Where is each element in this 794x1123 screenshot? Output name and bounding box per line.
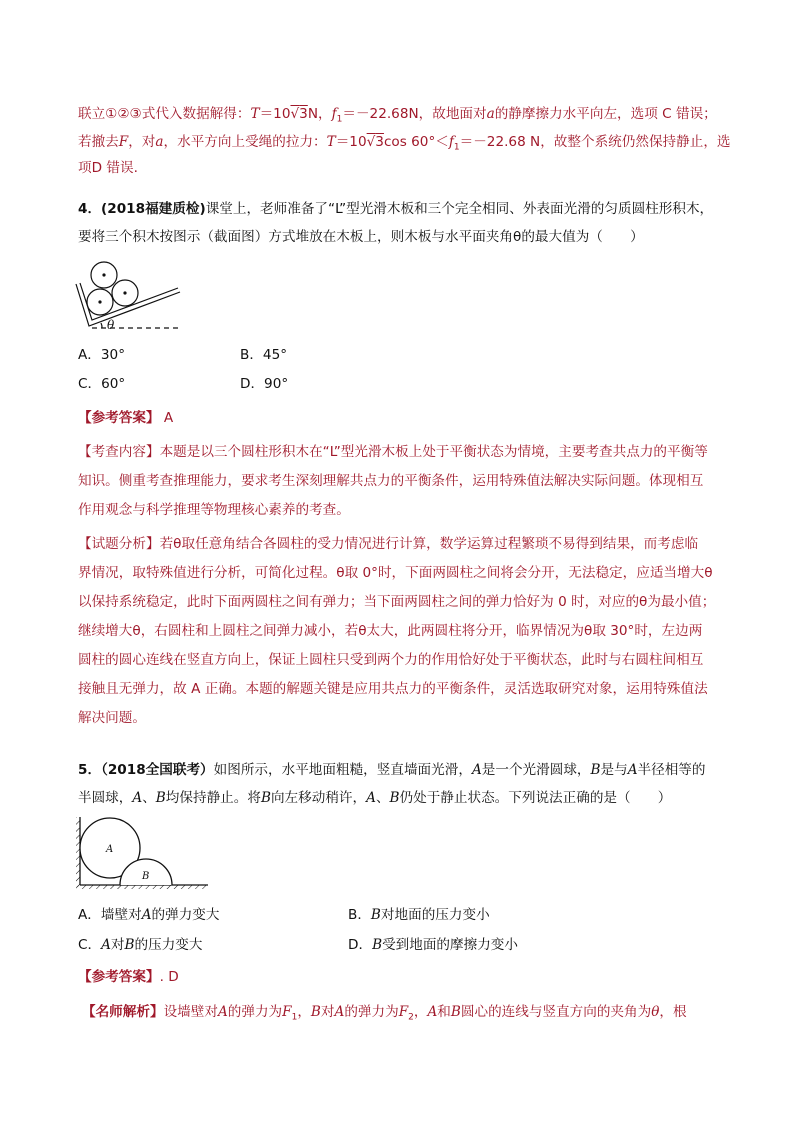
- label-a: A: [106, 844, 114, 855]
- top-cylinder-center: [102, 273, 105, 276]
- q4-kaocha-line-3: 作用观念与科学推理等物理核心素养的考查。: [78, 502, 350, 518]
- right-cylinder-center: [123, 291, 126, 294]
- q5-option-c[interactable]: C．A对B的压力变大: [78, 937, 203, 953]
- q4-fenxi-line-6: 接触且无弹力，故 A 正确。本题的解题关键是应用共点力的平衡条件，灵活选取研究对象，运用特殊值法: [78, 681, 708, 697]
- q4-fenxi-line-5: 圆柱的圆心连线在竖直方向上，保证上圆柱只受到两个力的作用恰好处于平衡状态，此时与右圆柱间相互: [78, 652, 704, 668]
- q4-stem-line-1: 4．(2018福建质检)课堂上，老师准备了“L”型光滑木板和三个完全相同、外表面光滑的匀质圆柱形积木，: [78, 201, 714, 217]
- q5-answer: 【参考答案】. D: [78, 969, 179, 985]
- q5-stem-line-1: 5．（2018全国联考）如图所示，水平地面粗糙，竖直墙面光滑，A是一个光滑圆球，B是与A半径相等的: [78, 762, 706, 778]
- q4-answer: 【参考答案】 A: [78, 410, 174, 426]
- sqrt-symbol: √3: [290, 106, 308, 122]
- q4-figure: [76, 256, 196, 338]
- q4-option-d[interactable]: D．90°: [240, 376, 289, 392]
- q5-jiexi-line-1: 【名师解析】设墙壁对A的弹力为$F_1$，B对A的弹力为$F_2$，A和B圆心的连线与竖直方向的夹角为θ，根: [82, 1004, 687, 1023]
- q4-fenxi-line-1: 【试题分析】若θ取任意角结合各圆柱的受力情况进行计算，数学运算过程繁琐不易得到结果，而考虑临: [78, 536, 699, 552]
- q5-option-d[interactable]: D．B受到地面的摩擦力变小: [348, 937, 518, 953]
- left-cylinder-center: [98, 300, 101, 303]
- q4-fenxi-line-4: 继续增大θ，右圆柱和上圆柱之间弹力减小，若θ太大，此两圆柱将分开，临界情况为θ取 30°时，左边两: [78, 623, 703, 639]
- label-b: B: [142, 871, 150, 882]
- q5-stem-line-2: 半圆球，A、B均保持静止。将B向左移动稍许，A、B仍处于静止状态。下列说法正确的是（ ）: [78, 790, 672, 806]
- q4-option-a[interactable]: A．30°: [78, 347, 125, 363]
- solution-line-1: 联立①②③式代入数据解得：T＝10√3N，$f_1=-22.68N$，故地面对a的静摩擦力水平向左，选项 C 错误；: [78, 106, 717, 125]
- q5-option-b[interactable]: B．B对地面的压力变小: [348, 907, 490, 923]
- solution-line-3: 项D 错误.: [78, 160, 138, 176]
- q4-fenxi-line-2: 界情况，取特殊值进行分析，可简化过程。θ取 0°时，下面两圆柱之间将会分开，无法稳定，应适当增大θ: [78, 565, 713, 581]
- q4-fenxi-line-7: 解决问题。: [78, 710, 146, 726]
- q4-kaocha-line-2: 知识。侧重考查推理能力，要求考生深刻理解共点力的平衡条件，运用特殊值法解决实际问题。体现相互: [78, 473, 704, 489]
- q4-fenxi-line-3: 以保持系统稳定，此时下面两圆柱之间有弹力；当下面两圆柱之间的弹力恰好为 0 时，对应的θ为最小值；: [78, 594, 716, 610]
- q4-stem-line-2: 要将三个积木按图示（截面图）方式堆放在木板上，则木板与水平面夹角θ的最大值为（ ）: [78, 229, 644, 245]
- q5-option-a[interactable]: A．墙壁对A的弹力变大: [78, 907, 220, 923]
- angle-arc: [101, 323, 102, 328]
- angle-label: θ: [107, 318, 115, 332]
- q5-figure: [76, 817, 210, 889]
- sqrt-symbol: √3: [366, 134, 384, 150]
- q4-option-b[interactable]: B．45°: [240, 347, 288, 363]
- solution-line-2: 若撤去F，对a，水平方向上受绳的拉力：T＝10√3cos $60^\circ<f_1=-22.68$ N，故整个系统仍然保持静止，选: [78, 134, 731, 153]
- q4-option-c[interactable]: C．60°: [78, 376, 126, 392]
- q4-kaocha-line-1: 【考查内容】本题是以三个圆柱形积木在“L”型光滑木板上处于平衡状态为情境，主要考查共点力的平衡等: [78, 444, 708, 460]
